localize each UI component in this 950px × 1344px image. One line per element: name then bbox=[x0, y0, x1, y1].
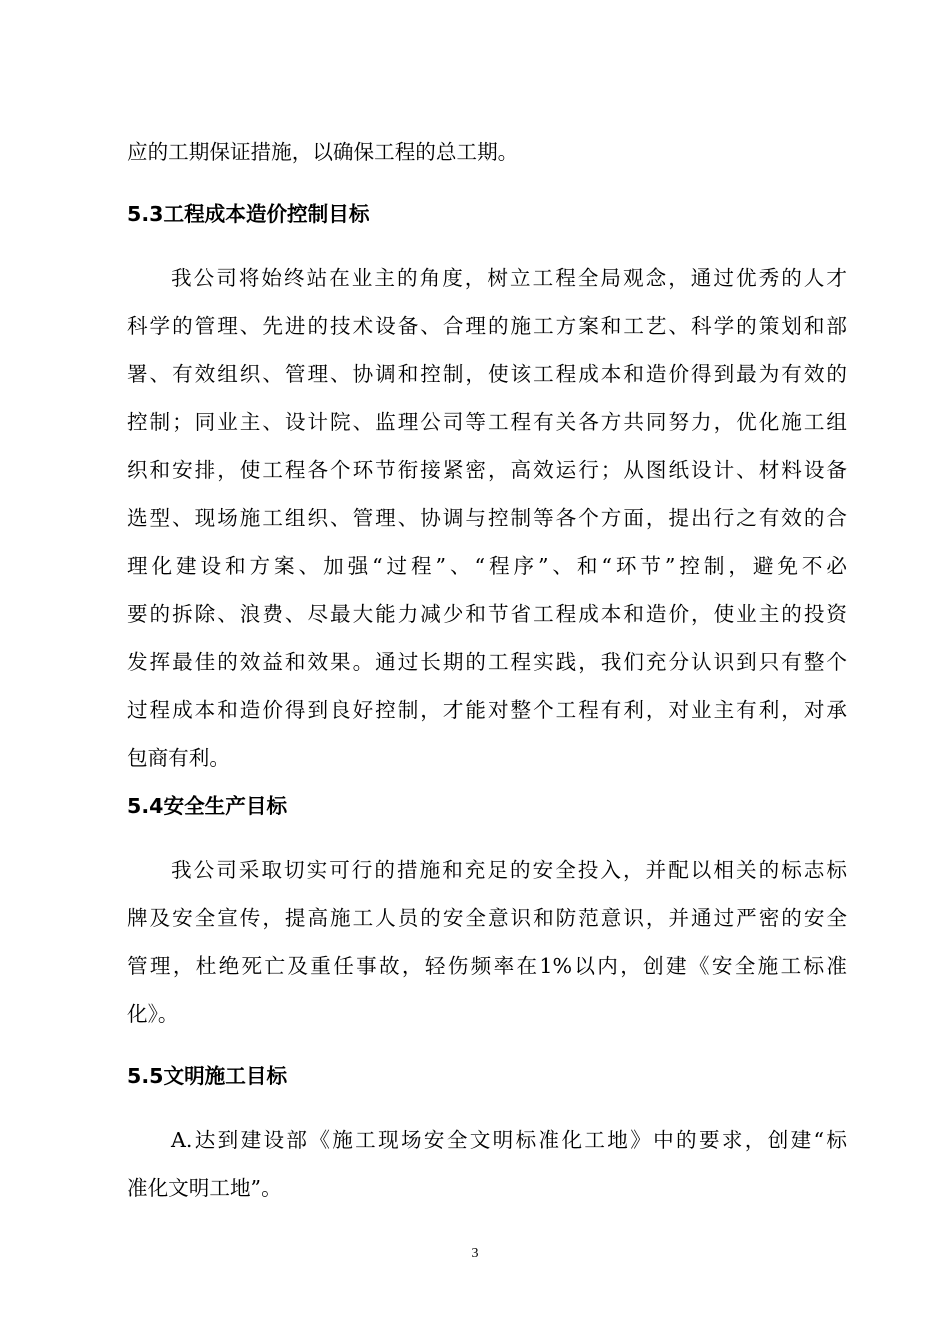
paragraph-5-5 bbox=[127, 1116, 847, 1212]
body-text-line: 管理，杜绝死亡及重任事故，轻伤频率在1%以内，创建《安全施工标准 bbox=[127, 954, 847, 978]
section-heading-5-4: 5.4安全生产目标 bbox=[127, 794, 288, 818]
body-text-line: A.达到建设部《施工现场安全文明标准化工地》中的要求，创建“标 bbox=[171, 1128, 847, 1152]
body-text-line: 过程成本和造价得到良好控制，才能对整个工程有利，对业主有利，对承 bbox=[127, 698, 847, 722]
body-text-line: 理化建设和方案、加强“过程”、“程序”、和“环节”控制，避免不必 bbox=[127, 554, 847, 578]
section-heading-5-5: 5.5文明施工目标 bbox=[127, 1064, 288, 1088]
body-text-line: 控制；同业主、设计院、监理公司等工程有关各方共同努力，优化施工组 bbox=[127, 410, 847, 434]
body-text-line: 要的拆除、浪费、尽最大能力减少和节省工程成本和造价，使业主的投资 bbox=[127, 602, 847, 626]
body-text-line: 科学的管理、先进的技术设备、合理的施工方案和工艺、科学的策划和部 bbox=[127, 314, 847, 338]
document-page bbox=[127, 128, 847, 1212]
body-text-line: 准化文明工地”。 bbox=[127, 1176, 282, 1200]
body-text-line: 包商有利。 bbox=[127, 746, 230, 770]
paragraph-5-3 bbox=[127, 254, 847, 782]
page-number: 3 bbox=[471, 1246, 479, 1261]
body-text-line: 我公司将始终站在业主的角度，树立工程全局观念，通过优秀的人才 bbox=[171, 266, 847, 290]
body-text-line: 化》。 bbox=[127, 1002, 179, 1026]
body-text-line: 织和安排，使工程各个环节衔接紧密，高效运行；从图纸设计、材料设备 bbox=[127, 458, 847, 482]
body-text-line: 应的工期保证措施，以确保工程的总工期。 bbox=[127, 140, 519, 164]
section-heading-5-3: 5.3工程成本造价控制目标 bbox=[127, 202, 370, 226]
paragraph-5-4 bbox=[127, 846, 847, 1038]
body-text-line: 署、有效组织、管理、协调和控制，使该工程成本和造价得到最为有效的 bbox=[127, 362, 847, 386]
body-text-line: 我公司采取切实可行的措施和充足的安全投入，并配以相关的标志标 bbox=[171, 858, 847, 882]
body-text-line: 选型、现场施工组织、管理、协调与控制等各个方面，提出行之有效的合 bbox=[127, 506, 847, 530]
body-text-line: 发挥最佳的效益和效果。通过长期的工程实践，我们充分认识到只有整个 bbox=[127, 650, 847, 674]
body-text-line: 牌及安全宣传，提高施工人员的安全意识和防范意识，并通过严密的安全 bbox=[127, 906, 847, 930]
